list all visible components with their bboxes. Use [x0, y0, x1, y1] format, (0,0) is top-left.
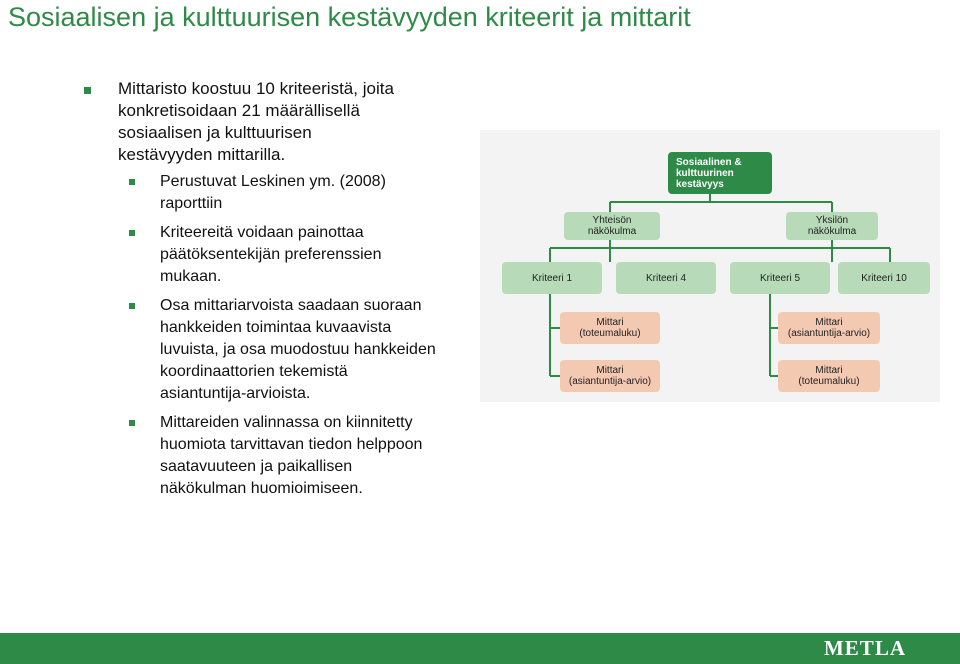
bullet-line: Osa mittariarvoista saadaan suoraan	[160, 297, 422, 314]
indicator-node	[560, 360, 660, 392]
bullet-line: huomiota tarvittavan tiedon helppoon	[160, 436, 423, 453]
node-line: (toteumaluku)	[798, 376, 860, 387]
node-line: näkökulma	[807, 226, 857, 237]
bullet-main	[82, 78, 502, 166]
root-line: Sosiaalinen &	[676, 156, 742, 168]
criterion-node: Kriteeri 10	[838, 262, 930, 294]
sub-bullet	[82, 222, 502, 288]
bullet-line: Kriteereitä voidaan painottaa	[160, 224, 364, 241]
indicator-node	[778, 312, 880, 344]
sub-bullet	[82, 295, 502, 405]
bullet-line: päätöksentekijän preferenssien	[160, 246, 382, 263]
node-line: (asiantuntija-arvio)	[568, 376, 652, 387]
indicator-node	[560, 312, 660, 344]
node-line: Mittari	[596, 365, 624, 376]
bullet-line: sosiaalisen ja kulttuurisen	[118, 123, 312, 142]
perspective-node-individual	[786, 212, 878, 240]
node-line: Yhteisön	[592, 215, 632, 226]
bullet-line: saatavuuteen ja paikallisen	[160, 458, 353, 475]
bullet-line: koordinaattorien tekemistä	[160, 363, 348, 380]
node-line: Mittari	[815, 365, 843, 376]
perspective-node-community	[564, 212, 660, 240]
criterion-node: Kriteeri 1	[502, 262, 602, 294]
bullet-line: Mittareiden valinnassa on kiinnitetty	[160, 414, 413, 431]
bullet-square-icon	[129, 303, 135, 309]
bullet-line: Perustuvat Leskinen ym. (2008)	[160, 173, 386, 190]
footer-bar	[0, 633, 960, 664]
root-node	[668, 152, 772, 194]
root-line: kulttuurinen	[676, 167, 734, 179]
bullet-line: raporttiin	[160, 195, 223, 212]
bullet-list	[82, 78, 502, 500]
bullet-square-icon	[129, 230, 135, 236]
criterion-node: Kriteeri 4	[616, 262, 716, 294]
sub-bullet	[82, 171, 502, 215]
bullet-line: luvuista, ja osa muodostuu hankkeiden	[160, 341, 436, 358]
hierarchy-diagram	[480, 130, 940, 402]
bullet-square-icon	[84, 87, 91, 94]
bullet-line: Mittaristo koostuu 10 kriteeristä, joita	[118, 79, 394, 98]
bullet-line: konkretisoidaan 21 määrällisellä	[118, 101, 360, 120]
node-line: (toteumaluku)	[579, 328, 641, 339]
node-line: näkökulma	[587, 226, 637, 237]
bullet-line: asiantuntija-arvioista.	[160, 385, 311, 402]
node-line: Mittari	[596, 317, 624, 328]
bullet-line: näkökulman huomioimiseen.	[160, 480, 363, 497]
node-line: Yksilön	[815, 215, 849, 226]
root-line: kestävyys	[676, 178, 724, 190]
criterion-node: Kriteeri 5	[730, 262, 830, 294]
bullet-square-icon	[129, 420, 135, 426]
bullet-line: kestävyyden mittarilla.	[118, 145, 286, 164]
sub-bullet	[82, 412, 502, 500]
indicator-node	[778, 360, 880, 392]
bullet-square-icon	[129, 179, 135, 185]
page-title: Sosiaalisen ja kulttuurisen kestävyyden kriteerit ja mittarit	[8, 2, 691, 32]
node-line: (asiantuntija-arvio)	[787, 328, 871, 339]
node-line: Mittari	[815, 317, 843, 328]
metla-logo: METLA	[823, 636, 906, 660]
bullet-line: mukaan.	[160, 268, 222, 285]
bullet-line: hankkeiden toimintaa kuvaavista	[160, 319, 392, 336]
